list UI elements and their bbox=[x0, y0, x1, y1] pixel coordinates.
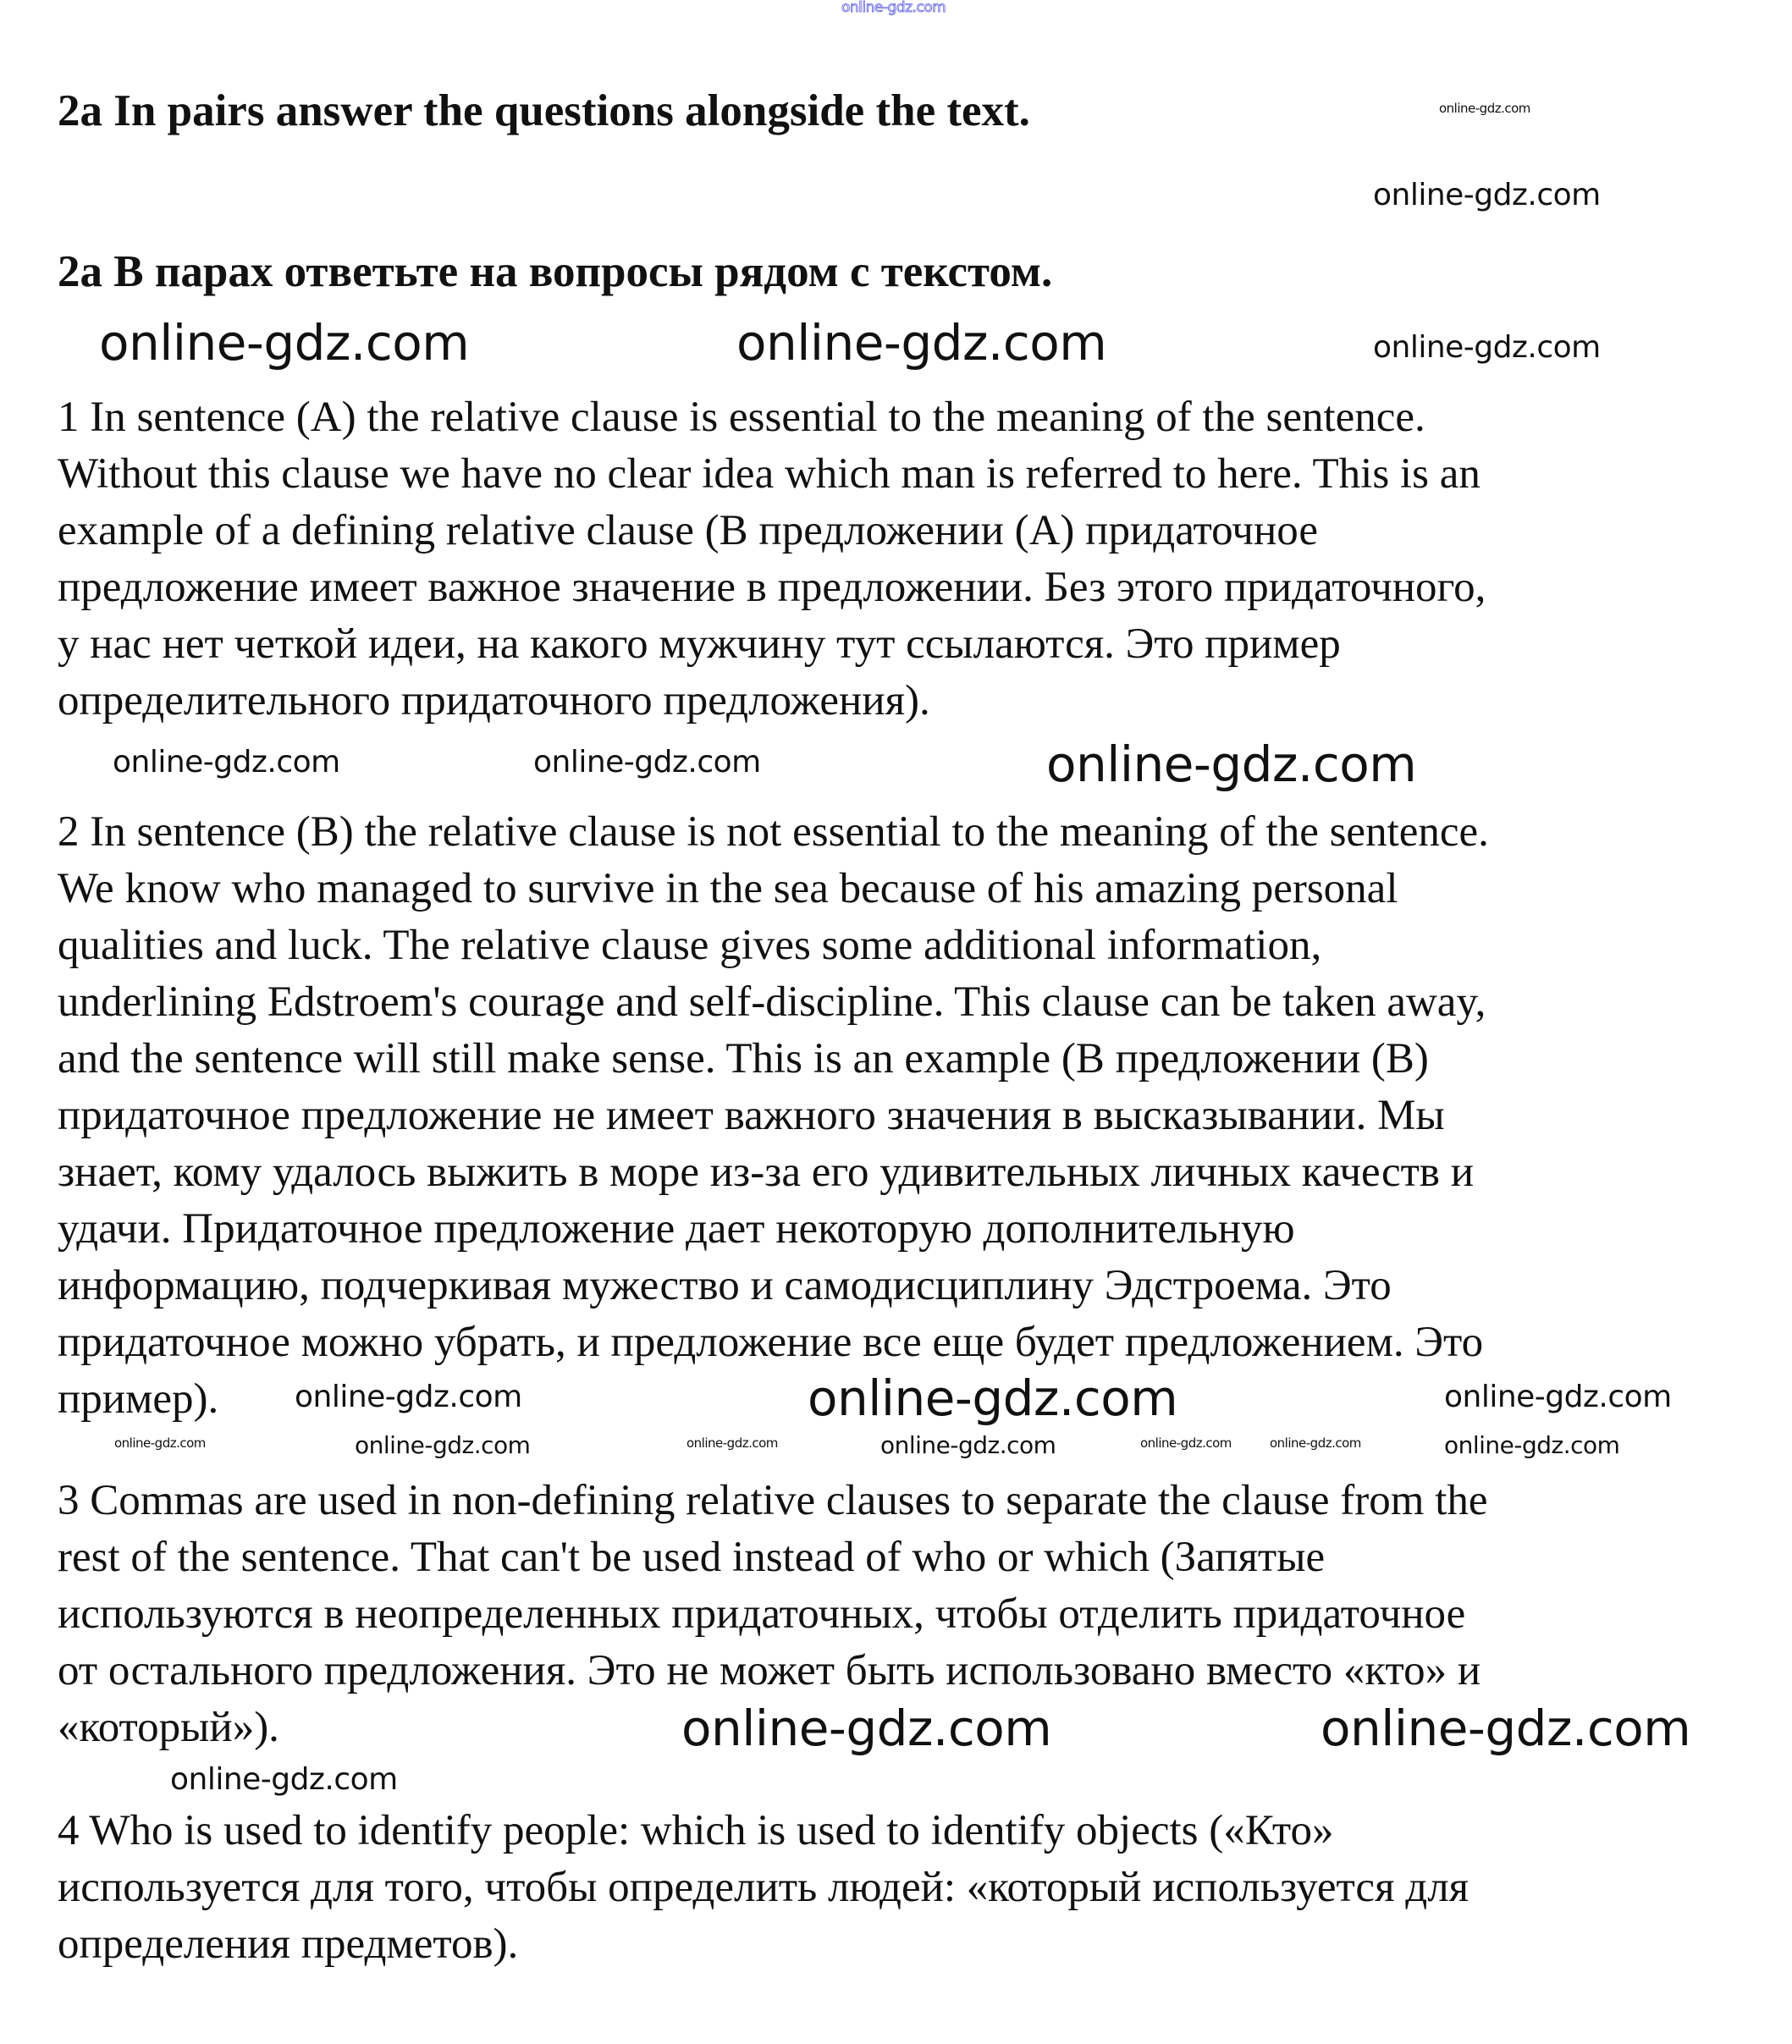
text-line: 1 In sentence (A) the relative clause is essential to the meaning of the sentence. bbox=[58, 394, 1425, 441]
text-line: используется для того, чтобы определить людей: «который используется для bbox=[58, 1864, 1469, 1911]
watermark: online-gdz.com bbox=[355, 1431, 531, 1459]
watermark: online-gdz.com bbox=[113, 745, 340, 780]
text-line: 2 In sentence (B) the relative clause is not essential to the meaning of the sentence. bbox=[58, 808, 1489, 856]
watermark: online-gdz.com bbox=[1140, 1435, 1232, 1451]
watermark: online-gdz.com bbox=[736, 314, 1107, 372]
text-line: удачи. Придаточное предложение дает некоторую дополнительную bbox=[58, 1205, 1295, 1253]
watermark: online-gdz.com bbox=[1373, 178, 1601, 212]
answer-paragraph-2 bbox=[58, 804, 1489, 1428]
text-line: Without this clause we have no clear idea which man is referred to here. This is an bbox=[58, 450, 1480, 498]
watermark: online-gdz.com bbox=[1270, 1435, 1361, 1451]
text-line: example of a defining relative clause (В предложении (А) придаточное bbox=[58, 507, 1319, 554]
watermark: online-gdz.com bbox=[841, 0, 946, 16]
text-line: and the sentence will still make sense. This is an example (В предложении (В) bbox=[58, 1035, 1429, 1083]
text-line: знает, кому удалось выжить в море из-за его удивительных личных качеств и bbox=[58, 1149, 1474, 1196]
text-line: определительного придаточного предложения). bbox=[58, 677, 930, 724]
text-line: rest of the sentence. That can't be used instead of who or which (Запятые bbox=[58, 1534, 1326, 1581]
watermark: online-gdz.com bbox=[1439, 101, 1530, 116]
watermark: online-gdz.com bbox=[533, 745, 761, 780]
watermark: online-gdz.com bbox=[114, 1435, 206, 1451]
text-line: We know who managed to survive in the sea because of his amazing personal bbox=[58, 865, 1398, 912]
watermark: online-gdz.com bbox=[1373, 330, 1601, 365]
answer-paragraph-1 bbox=[58, 389, 1486, 730]
text-line: 4 Who is used to identify people: which is used to identify objects («Кто» bbox=[58, 1807, 1334, 1854]
answer-paragraph-4 bbox=[58, 1803, 1469, 1973]
text-line: используются в неопределенных придаточных, чтобы отделить придаточное bbox=[58, 1590, 1466, 1638]
watermark: online-gdz.com bbox=[1444, 1380, 1672, 1414]
text-line: определения предметов). bbox=[58, 1920, 519, 1968]
text-line: предложение имеет важное значение в предложении. Без этого придаточного, bbox=[58, 564, 1486, 611]
text-line: qualities and luck. The relative clause gives some additional information, bbox=[58, 922, 1322, 969]
watermark: online-gdz.com bbox=[880, 1431, 1056, 1459]
text-line: underlining Edstroem's courage and self-discipline. This clause can be taken away, bbox=[58, 978, 1486, 1026]
watermark: online-gdz.com bbox=[1046, 736, 1417, 793]
text-line: 3 Commas are used in non-defining relative clauses to separate the clause from the bbox=[58, 1477, 1488, 1524]
watermark: online-gdz.com bbox=[681, 1700, 1052, 1757]
watermark: online-gdz.com bbox=[99, 314, 470, 372]
watermark: online-gdz.com bbox=[808, 1369, 1178, 1427]
text-line: от остального предложения. Это не может быть использовано вместо «кто» и bbox=[58, 1647, 1481, 1694]
watermark: online-gdz.com bbox=[1444, 1431, 1620, 1459]
text-line: придаточное можно убрать, и предложение все еще будет предложением. Это bbox=[58, 1319, 1484, 1366]
watermark: online-gdz.com bbox=[295, 1380, 522, 1414]
heading-english: 2a In pairs answer the questions alongside the text. bbox=[58, 86, 1030, 135]
text-line: придаточное предложение не имеет важного значения в высказывании. Мы bbox=[58, 1092, 1445, 1139]
text-line: пример). bbox=[58, 1375, 219, 1423]
watermark: online-gdz.com bbox=[686, 1435, 778, 1451]
watermark: online-gdz.com bbox=[170, 1762, 398, 1797]
text-line: информацию, подчеркивая мужество и самодисциплину Эдстроема. Это bbox=[58, 1262, 1392, 1309]
heading-russian: 2a В парах ответьте на вопросы рядом с текстом. bbox=[58, 247, 1053, 296]
text-line: у нас нет четкой идеи, на какого мужчину тут ссылаются. Это пример bbox=[58, 620, 1341, 668]
watermark: online-gdz.com bbox=[1321, 1700, 1691, 1757]
text-line: «который»). bbox=[58, 1704, 279, 1751]
